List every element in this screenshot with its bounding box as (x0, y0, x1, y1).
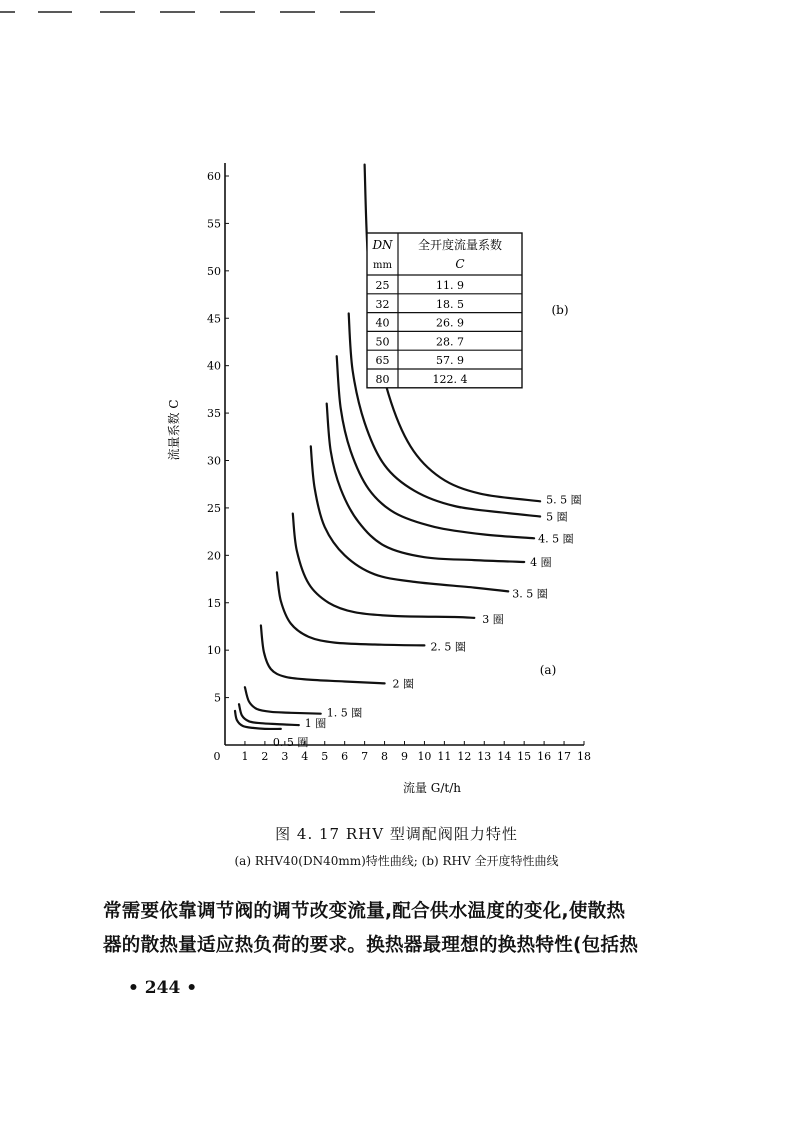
y-tick-label: 55 (207, 217, 221, 231)
curve-5 (277, 572, 425, 645)
panel-label-a: (a) (539, 663, 557, 677)
x-tick-label: 16 (537, 750, 552, 763)
curve-label: 5 圈 (546, 510, 568, 524)
x-tick-label: 6 (341, 750, 349, 763)
y-tick-label: 15 (207, 596, 221, 610)
curve-2 (239, 704, 299, 725)
inset-cell-c: 57. 9 (436, 354, 464, 368)
x-tick-label: 9 (401, 750, 408, 763)
inset-header-dn: DN (372, 238, 393, 252)
inset-cell-dn: 50 (375, 335, 390, 349)
x-tick-label: 7 (361, 750, 369, 763)
curve-label: 5. 5 圈 (546, 493, 582, 507)
inset-cell-dn: 80 (375, 373, 390, 386)
figure-title: 图 4. 17 RHV 型调配阀阻力特性 (275, 825, 518, 843)
curve-label: 3. 5 圈 (512, 587, 548, 601)
inset-cell-c: 18. 5 (436, 297, 464, 311)
x-tick-label: 2 (261, 750, 269, 763)
body-text-line-1: 常需要依靠调节阀的调节改变流量,配合供水温度的变化,使散热 (103, 901, 626, 922)
x-tick-label: 15 (517, 750, 532, 763)
curve-4 (261, 626, 385, 684)
y-tick-label: 5 (214, 691, 221, 705)
curve-3 (245, 687, 321, 714)
inset-header-coef: 全开度流量系数 (417, 238, 503, 252)
curve-8 (327, 404, 525, 562)
body-text-line-2: 器的散热量适应热负荷的要求。换热器最理想的换热特性(包括热 (103, 935, 639, 956)
y-tick-label: 35 (207, 407, 221, 421)
x-tick-label: 11 (437, 750, 452, 763)
panel-label-b: (b) (551, 303, 569, 317)
x-tick-label: 12 (457, 750, 472, 763)
figure-subtitle: (a) RHV40(DN40mm)特性曲线; (b) RHV 全开度特性曲线 (234, 854, 559, 868)
x-tick-label: 13 (477, 750, 492, 763)
curve-label: 1 圈 (304, 717, 327, 731)
x-tick-label: 18 (577, 750, 591, 763)
x-tick-label: 17 (557, 750, 572, 763)
curve-label: 4. 5 圈 (538, 532, 574, 546)
inset-header-unit: mm (373, 260, 392, 271)
y-tick-label: 45 (207, 312, 221, 326)
x-tick-label: 10 (417, 750, 432, 763)
page-number: • 244 • (128, 978, 198, 998)
x-tick-label: 14 (497, 750, 512, 763)
inset-cell-c: 28. 7 (436, 335, 464, 349)
y-axis-label: 流量系数 C (167, 399, 181, 461)
curve-label: 0. 5 圈 (272, 735, 309, 749)
y-tick-label: 10 (207, 644, 221, 658)
inset-cell-dn: 40 (375, 316, 390, 330)
x-tick-label: 0 (213, 750, 221, 763)
inset-cell-dn: 25 (375, 279, 390, 292)
y-tick-label: 60 (207, 170, 221, 183)
curve-label: 3 圈 (482, 612, 504, 626)
x-tick-label: 1 (241, 750, 249, 763)
curve-label: 4 圈 (530, 555, 552, 569)
y-tick-label: 40 (207, 359, 221, 373)
curve-label: 1. 5 圈 (326, 706, 363, 720)
y-tick-label: 50 (207, 264, 221, 278)
inset-cell-c: 122. 4 (432, 373, 468, 386)
inset-table (367, 233, 522, 388)
inset-cell-dn: 32 (375, 297, 390, 311)
y-tick-label: 20 (207, 549, 221, 563)
curve-labels (273, 493, 582, 749)
curve-label: 2. 5 圈 (430, 640, 466, 654)
inset-cell-c: 11. 9 (436, 279, 464, 292)
y-tick-label: 30 (207, 454, 221, 468)
inset-cell-dn: 65 (375, 354, 390, 368)
x-tick-label: 8 (381, 750, 389, 763)
curve-label: 2 圈 (392, 677, 415, 691)
y-tick-label: 25 (207, 501, 221, 515)
inset-cell-c: 26. 9 (436, 316, 464, 330)
x-tick-label: 4 (301, 750, 309, 763)
x-tick-label: 3 (281, 750, 289, 763)
inset-header-c: C (455, 257, 465, 271)
x-tick-label: 5 (321, 750, 329, 763)
x-axis-label: 流量 G/t/h (402, 781, 462, 795)
